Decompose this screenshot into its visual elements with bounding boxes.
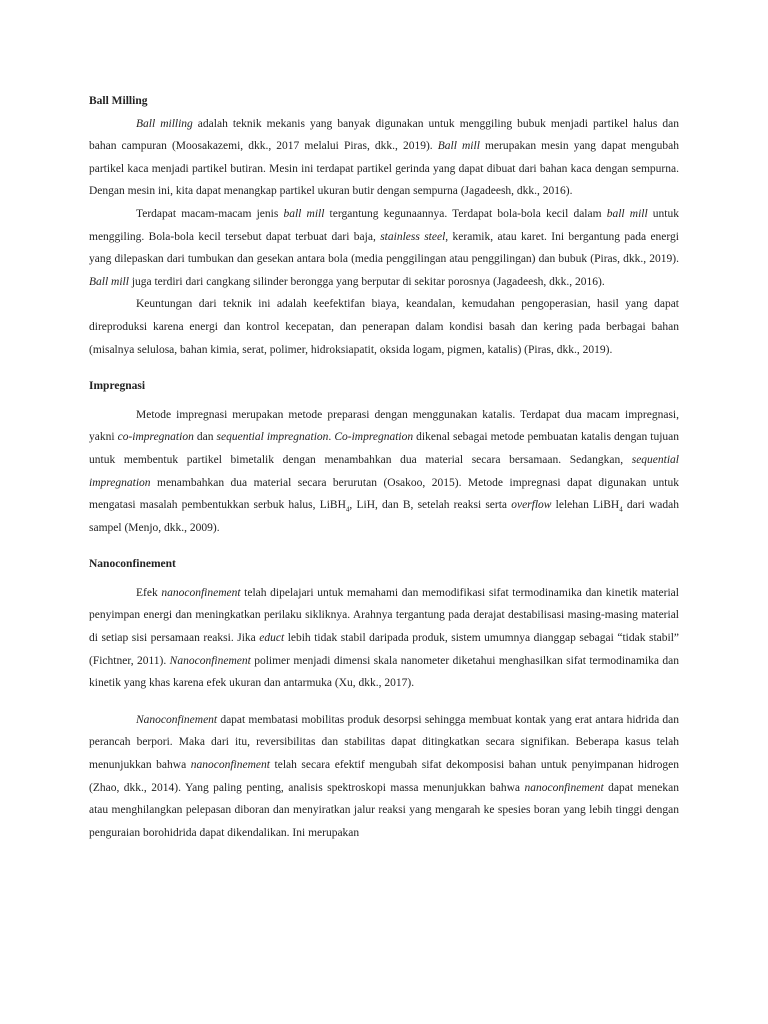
text-run: dapat menekan atau menghilangkan pelepasan diboran dan menyiratkan jalur reaksi yang mengarah ke spesies boran yang lebih tinggi dengan penguraian borohidrida dapat dikendalikan. Ini merupakan	[89, 781, 679, 839]
italic-text: educt	[259, 632, 285, 645]
italic-text: nanoconfinement	[190, 759, 270, 772]
section-heading-nanoconfinement: Nanoconfinement	[89, 558, 176, 571]
text-run: , keramik, atau karet. Ini bergantung pada energi yang dilepaskan dari tumbukan dan gesekan antara bola (media penggilingan atau penggilingan) dan bubuk (Piras, dkk., 2019).	[89, 230, 679, 266]
italic-text: Nanoconfinement	[169, 654, 251, 667]
italic-text: ball mill	[283, 207, 325, 220]
italic-text: nanoconfinement	[161, 586, 241, 599]
text-run: lelehan LiBH	[551, 499, 620, 512]
paragraph	[89, 582, 679, 695]
italic-text: Ball mill	[437, 140, 480, 153]
italic-text: Co-impregnation	[334, 431, 414, 444]
text-run: merupakan mesin yang dapat mengubah partikel kaca menjadi partikel butiran. Mesin ini terdapat partikel gerinda yang dapat dibuat dari bahan kaca dengan sempurna. Dengan mesin ini, kita dapat menangkap partikel ukuran butir dengan sempurna (Jagadeesh, dkk., 2016).	[89, 140, 680, 198]
text-run: adalah teknik mekanis yang banyak digunakan untuk menggiling bubuk menjadi partikel halus dan bahan campuran (Moosakazemi, dkk., 2017 melalui Piras, dkk., 2019).	[89, 117, 680, 153]
italic-text: sequential impregnation	[216, 431, 329, 444]
text-run: dikenal sebagai metode pembuatan katalis dengan tujuan untuk membentuk partikel bimetalik dengan menambahkan dua material secara bersamaan. Sedangkan,	[89, 431, 680, 466]
text-run: menambahkan dua material secara berurutan (Osakoo, 2015). Metode impregnasi dapat digunakan untuk mengatasi masalah pembentukkan serbuk halus, LiBH	[89, 476, 679, 512]
italic-text: stainless steel	[380, 230, 446, 243]
italic-text: co-impregnation	[117, 431, 194, 444]
text-run: untuk menggiling. Bola-bola kecil tersebut dapat terbuat dari baja,	[89, 207, 680, 243]
italic-text: overflow	[511, 499, 552, 512]
text-run: , LiH, dan B, setelah reaksi serta	[349, 499, 512, 512]
section-heading-impregnasi: Impregnasi	[89, 380, 146, 393]
subscript-text: 4	[345, 505, 350, 514]
text-run: lebih tidak stabil daripada produk, sistem umumnya dianggap sebagai “tidak stabil” (Fichtner, 2011).	[89, 632, 679, 667]
italic-text: sequential impregnation	[89, 453, 679, 489]
text-run: Metode impregnasi merupakan metode preparasi dengan menggunakan katalis. Terdapat dua macam impregnasi, yakni	[89, 408, 679, 444]
italic-text: nanoconfinement	[524, 781, 604, 794]
paragraph	[89, 709, 679, 845]
text-run: dari wadah sampel (Menjo, dkk., 2009).	[89, 499, 679, 534]
paragraph	[89, 113, 679, 203]
paragraph	[89, 203, 679, 293]
text-run: juga terdiri dari cangkang silinder berongga yang berputar di sekitar porosnya (Jagadeesh, dkk., 2016).	[128, 275, 605, 288]
text-run: polimer menjadi dimensi skala nanometer diketahui menghasilkan sifat termodinamika dan kinetik yang khas karena efek ukuran dan antarmuka (Xu, dkk., 2017).	[89, 654, 679, 690]
subscript-text: 4	[619, 505, 623, 514]
italic-text: Nanoconfinement	[136, 713, 218, 726]
text-run: Keuntungan dari teknik ini adalah keefektifan biaya, keandalan, kemudahan pengoperasian, hasil yang dapat direproduksi karena energi dan kontrol kecepatan, dan penerapan dalam kondisi basah dan kering pada berbagai bahan (misalnya selulosa, bahan kimia, serat, polimer, hidroksiapatit, oksida logam, pigmen, katalis) (Piras, dkk., 2019).	[89, 298, 679, 356]
text-run: telah secara efektif mengubah sifat dekomposisi bahan untuk penyimpanan hidrogen (Zhao, dkk., 2014). Yang paling penting, analisis spektroskopi massa menunjukkan bahwa	[89, 759, 679, 794]
text-run: telah dipelajari untuk memahami dan memodifikasi sifat termodinamika dan kinetik material penyimpan energi dan meningkatkan perilaku sikliknya. Arahnya tergantung pada derajat destabilisasi masing-masing material di setiap sisi persamaan reaksi. Jika	[89, 586, 679, 645]
paragraph	[89, 404, 679, 540]
text-run: dan	[193, 431, 217, 444]
text-run: Efek	[136, 586, 162, 599]
italic-text: Ball mill	[89, 275, 129, 288]
text-run: dapat membatasi mobilitas produk desorpsi sehingga membuat kontak yang erat antara hidrida dan perancah berpori. Maka dari itu, reversibilitas dan stabilitas dapat ditingkatkan secara signifikan. Beberapa kasus telah menunjukkan bahwa	[89, 713, 679, 772]
paragraph	[89, 293, 679, 361]
text-run: Terdapat macam-macam jenis	[136, 207, 284, 220]
section-heading-ball-milling: Ball Milling	[89, 95, 148, 107]
italic-text: Ball milling	[136, 117, 193, 130]
text-run: .	[328, 431, 335, 444]
text-run: tergantung kegunaannya. Terdapat bola-bola kecil dalam	[324, 207, 607, 220]
italic-text: ball mill	[606, 207, 648, 220]
